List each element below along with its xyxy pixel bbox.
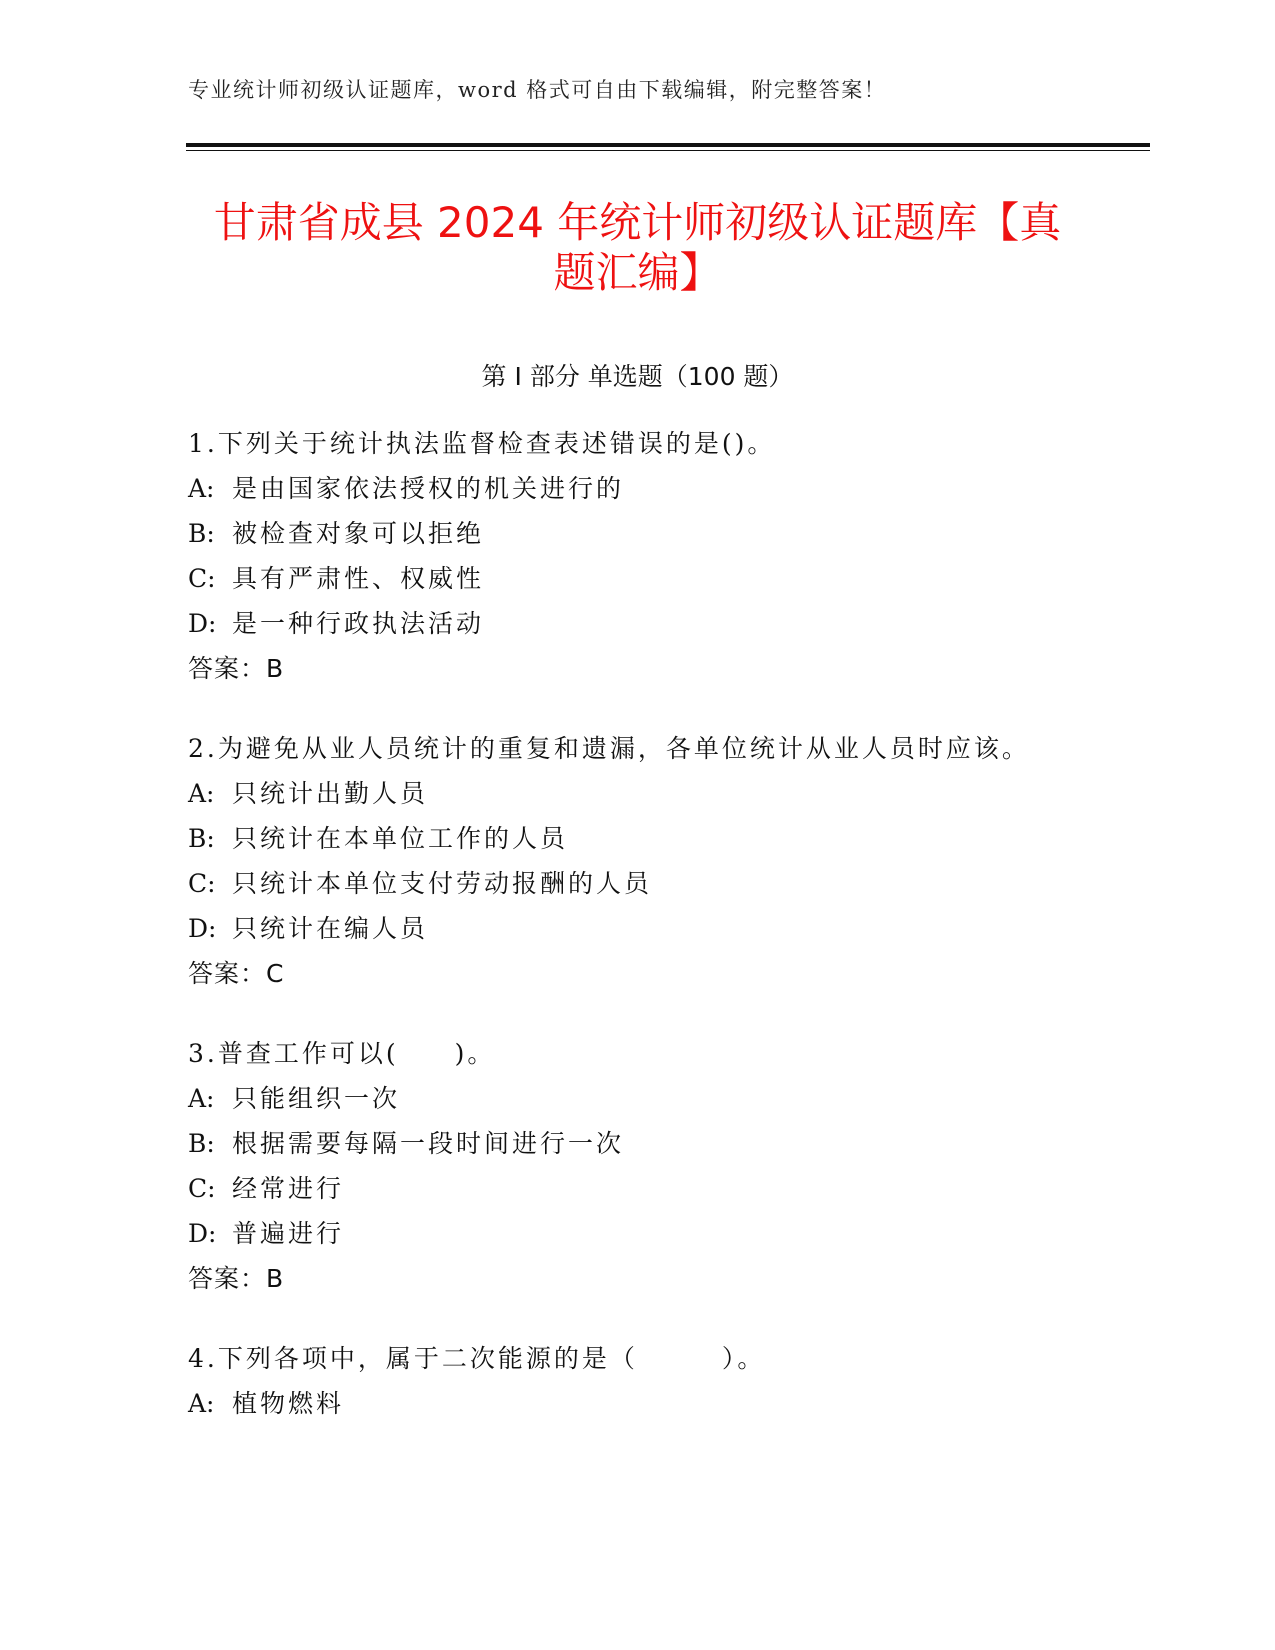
option-text: 经常进行: [232, 1174, 345, 1203]
option-label: C:: [188, 1174, 216, 1203]
question-block-3: [188, 1031, 1128, 1301]
option-label: B:: [188, 1129, 215, 1158]
question-option-a: [188, 771, 1128, 816]
question-option-d: [188, 601, 1128, 646]
option-label: B:: [188, 519, 215, 548]
question-option-c: [188, 556, 1128, 601]
question-block-2: [188, 726, 1128, 996]
document-title-line1: 甘肃省成县 2024 年统计师初级认证题库【真: [213, 198, 1062, 247]
option-label: C:: [188, 564, 216, 593]
question-option-b: [188, 511, 1128, 556]
option-text: 根据需要每隔一段时间进行一次: [232, 1129, 625, 1158]
question-stem: 2.为避免从业人员统计的重复和遗漏，各单位统计从业人员时应该。: [188, 734, 1030, 763]
option-label: A:: [188, 1389, 215, 1418]
option-text: 被检查对象可以拒绝: [232, 519, 485, 548]
question-option-d: [188, 1211, 1128, 1256]
question-option-c: [188, 1166, 1128, 1211]
option-label: D:: [188, 914, 217, 943]
question-stem: 4.下列各项中，属于二次能源的是（ ）。: [188, 1344, 766, 1373]
option-label: C:: [188, 869, 216, 898]
header-rule-thick: [186, 143, 1150, 147]
option-label: A:: [188, 779, 215, 808]
question-option-d: [188, 906, 1128, 951]
question-answer: 答案：B: [188, 654, 285, 683]
option-text: 是由国家依法授权的机关进行的: [232, 474, 625, 503]
question-answer: 答案：B: [188, 1264, 285, 1293]
option-text: 只统计出勤人员: [232, 779, 429, 808]
question-option-c: [188, 861, 1128, 906]
question-option-b: [188, 816, 1128, 861]
document-title-line2: 题汇编】: [553, 248, 722, 297]
option-text: 植物燃料: [232, 1389, 345, 1418]
header-rule-thin: [186, 150, 1150, 151]
option-label: A:: [188, 1084, 215, 1113]
option-label: B:: [188, 824, 215, 853]
question-option-a: [188, 1381, 1128, 1426]
option-text: 具有严肃性、权威性: [232, 564, 485, 593]
header-note: 专业统计师初级认证题库，word 格式可自由下载编辑，附完整答案！: [188, 78, 887, 102]
question-option-a: [188, 1076, 1128, 1121]
option-text: 只统计本单位支付劳动报酬的人员: [232, 869, 653, 898]
option-label: A:: [188, 474, 215, 503]
question-block-4: [188, 1336, 1128, 1426]
question-stem: 1.下列关于统计执法监督检查表述错误的是()。: [188, 429, 776, 458]
document-title: [150, 198, 1125, 298]
question-option-a: [188, 466, 1128, 511]
question-block-1: [188, 421, 1128, 691]
option-label: D:: [188, 609, 217, 638]
section-title: 第 I 部分 单选题（100 题）: [481, 362, 794, 391]
option-text: 只能组织一次: [232, 1084, 401, 1113]
option-label: D:: [188, 1219, 217, 1248]
option-text: 是一种行政执法活动: [232, 609, 485, 638]
option-text: 普遍进行: [232, 1219, 345, 1248]
question-option-b: [188, 1121, 1128, 1166]
option-text: 只统计在本单位工作的人员: [232, 824, 569, 853]
option-text: 只统计在编人员: [232, 914, 429, 943]
question-answer: 答案：C: [188, 959, 285, 988]
question-stem: 3.普查工作可以( )。: [188, 1039, 496, 1068]
